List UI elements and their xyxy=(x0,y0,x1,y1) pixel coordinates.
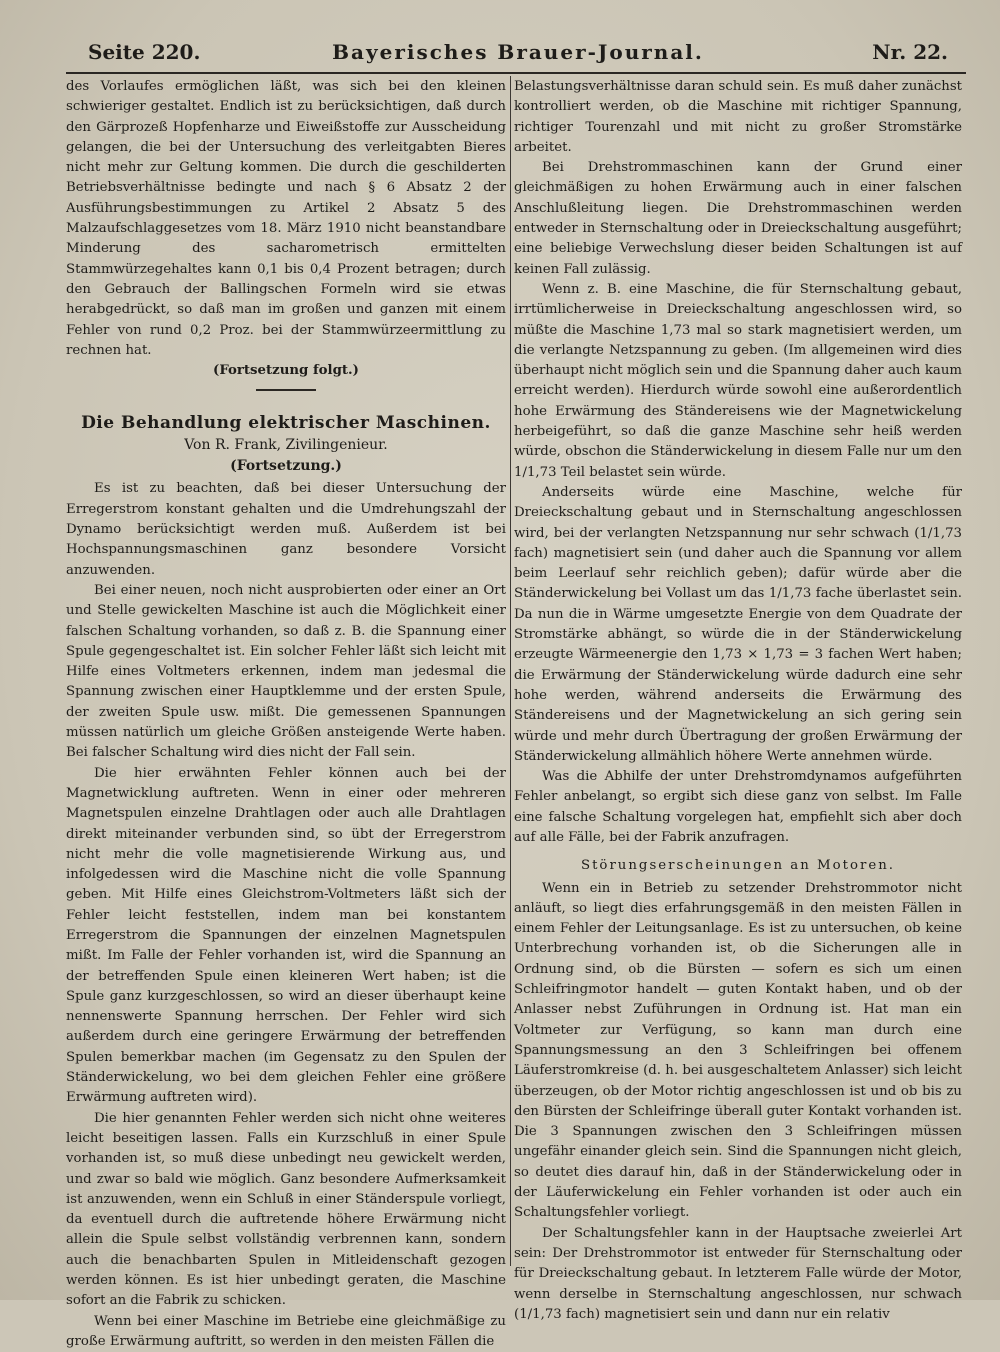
right-column xyxy=(514,77,962,1325)
article-author: Von R. Frank, Zivilingenieur. xyxy=(184,437,388,454)
paragraph: Der Schaltungsfehler kann in der Hauptsache zweierlei Art sein: Der Drehstrommotor ist entweder für Sternschaltung oder für Dreieckschaltung gebaut. In letzterem Falle würde der Motor, wenn derselbe in Sternschaltung angeschlossen, nur schwach (1/1,73 fach) magnetisiert sein und dann nur ein relativ xyxy=(514,1225,962,1322)
paragraph: Anderseits würde eine Maschine, welche für Dreieckschaltung gebaut und in Sternschaltung angeschlossen wird, bei der verlangten Netzspannung nur sehr schwach (1/1,73 fach) magnetisiert sein (und daher auch die Spannung vor allem beim Leerlauf sehr reichlich geben); dafür würde aber die Ständerwickelung bei Vollast um das 1/1,73 fache überlastet sein. Da nun die in Wärme umgesetzte Energie von dem Quadrate der Stromstärke abhängt, so würde die in der Ständerwickelung erzeugte Wärmeenergie den 1,73 × 1,73 = 3 fachen Wert haben; die Erwärmung der Ständerwickelung würde dadurch eine sehr hohe werden, während anderseits die Erwärmung des Ständereisens und der Magnetwickelung an sich gering sein würde und mehr durch Übertragung der großen Erwärmung der Ständerwickelung allmählich höhere Werte annehmen würde. xyxy=(514,484,962,764)
section-subheading: Störungserscheinungen an Motoren. xyxy=(580,858,896,874)
paragraph: Die hier erwähnten Fehler können auch bei der Magnetwicklung auftreten. Wenn in einer oder mehreren Magnetspulen einzelne Drahtlagen oder auch alle Drahtlagen direkt miteinander verbunden sind, so übt der Erregerstrom nicht mehr die volle magnetisierende Wirkung aus, und infolgedessen wird die Maschine nicht die volle Spannung geben. Mit Hilfe eines Gleichstrom-Voltmeters läßt sich der Fehler leicht feststellen, indem man bei konstantem Erregerstrom die Spannungen der einzelnen Magnetspulen mißt. Im Falle der Fehler vorhanden ist, wird die Spannung an der betreffenden Spule einen kleineren Wert haben; ist die Spule ganz kurzgeschlossen, so wird an dieser überhaupt keine nennenswerte Spannung herrschen. Der Fehler wird sich außerdem durch eine geringere Erwärmung der betreffenden Spulen bemerkbar machen (im Gegensatz zu den Spulen der Ständerwickelung, wo bei dem gleichen Fehler eine größere Erwärmung auftreten wird). xyxy=(66,765,506,1106)
journal-title: Bayerisches Brauer-Journal. xyxy=(332,40,704,64)
paragraph: Es ist zu beachten, daß bei dieser Untersuchung der Erregerstrom konstant gehalten und die Umdrehungszahl der Dynamo berücksichtigt werden muß. Außerdem ist bei Hochspannungsmaschinen ganz besondere Vorsicht anzuwenden. xyxy=(66,481,506,578)
continued-note: (Fortsetzung folgt.) xyxy=(213,363,359,379)
paragraph: des Vorlaufes ermöglichen läßt, was sich bei den kleinen schwieriger gestaltet. Endlich ist zu berücksichtigen, daß durch den Gärprozeß Hopfenharze und Eiweißstoffe zur Ausscheidung gelangen, die bei der Untersuchung des verleitgabten Bieres nicht mehr zur Geltung kommen. Die durch die geschilderten Betriebsverhältnisse bedingte und nach § 6 Absatz 2 der Ausführungsbestimmungen zu Artikel 2 Absatz 5 des Malzaufschlaggesetzes vom 18. März 1910 nicht beanstandbare Minderung des sacharometrisch ermittelten Stammwürzegehaltes kann 0,1 bis 0,4 Prozent betragen; durch den Gebrauch der Ballingschen Formeln wird sie etwas herabgedrückt, so daß man im großen und ganzen mit einem Fehler von rund 0,2 Proz. bei der Stammwürzeermittlung zu rechnen hat. xyxy=(66,79,506,358)
page-header xyxy=(88,40,948,72)
paragraph: Die hier genannten Fehler werden sich nicht ohne weiteres leicht beseitigen lassen. Falls ein Kurzschluß in einer Spule vorhanden ist, so muß diese unbedingt neu gewickelt werden, und zwar so bald wie möglich. Ganz besondere Aufmerksamkeit ist anzuwenden, wenn ein Schluß in einer Ständerspule vorliegt, da eventuell durch die auftretende höhere Erwärmung nicht allein die Spule selbst vollständig verbrennen kann, sondern auch die benachbarten Spulen in Mitleidenschaft gezogen werden können. Es ist hier unbedingt geraten, die Maschine sofort an die Fabrik zu schicken. xyxy=(66,1110,506,1309)
header-rule xyxy=(66,72,966,74)
paragraph: Bei Drehstrommaschinen kann der Grund einer gleichmäßigen zu hohen Erwärmung auch in einer falschen Anschlußleitung liegen. Die Drehstrommaschinen werden entweder in Sternschaltung oder in Dreieckschaltung ausgeführt; eine beliebige Verwechslung dieser beiden Schaltungen ist auf keinen Fall zulässig. xyxy=(514,160,962,277)
paragraph: Was die Abhilfe der unter Drehstromdynamos aufgeführten Fehler anbelangt, so ergibt sich diese ganz von selbst. Im Falle eine falsche Schaltung vorgelegen hat, empfiehlt sich aber doch auf alle Fälle, bei der Fabrik anzufragen. xyxy=(514,769,962,845)
paragraph: Bei einer neuen, noch nicht ausprobierten oder einer an Ort und Stelle gewickelten Maschine ist auch die Möglichkeit einer falschen Schaltung vorhanden, so daß z. B. die Spannung einer Spule gegengeschaltet ist. Ein solcher Fehler läßt sich leicht mit Hilfe eines Voltmeters erkennen, indem man jedesmal die Spannung zwischen einer Hauptklemme und der ersten Spule, der zweiten Spule usw. mißt. Die gemessenen Spannungen müssen natürlich um gleiche Größen ansteigende Werte haben. Bei falscher Schaltung wird dies nicht der Fall sein. xyxy=(66,582,506,761)
continuation-note: (Fortsetzung.) xyxy=(230,458,342,475)
paragraph: Wenn z. B. eine Maschine, die für Sternschaltung gebaut, irrtümlicherweise in Dreieckschaltung angeschlossen wird, so müßte die Maschine 1,73 mal so stark magnetisiert werden, um die verlangte Netzspannung zu geben. (Im allgemeinen wird dies überhaupt nicht möglich sein und die Spannung daher auch kaum erreicht werden). Hierdurch würde sowohl eine außerordentlich hohe Erwärmung des Ständereisens wie der Magnetwickelung herbeigeführt, so daß die ganze Maschine sehr heiß werden würde, obschon die Ständerwickelung in diesem Falle nur um den 1/1,73 Teil belastet sein würde. xyxy=(514,281,962,480)
section-divider xyxy=(256,389,316,391)
paragraph: Belastungsverhältnisse daran schuld sein. Es muß daher zunächst kontrolliert werden, ob die Maschine mit richtiger Spannung, richtiger Tourenzahl und mit nicht zu großer Stromstärke arbeitet. xyxy=(514,79,962,155)
paragraph: Wenn ein in Betrieb zu setzender Drehstrommotor nicht anläuft, so liegt dies erfahrungsgemäß in den meisten Fällen in einem Fehler der Leitungsanlage. Es ist zu untersuchen, ob keine Unterbrechung vorhanden ist, ob die Sicherungen alle in Ordnung sind, ob die Bürsten — sofern es sich um einen Schleifringmotor handelt — guten Kontakt haben, und ob der Anlasser nebst Zuführungen in Ordnung ist. Hat man ein Voltmeter zur Verfügung, so kann man durch eine Spannungsmessung an den 3 Schleifringen bei offenem Läuferstromkreise (d. h. bei ausgeschaltetem Anlasser) sich leicht überzeugen, ob der Motor richtig angeschlossen ist und ob bis zu den Bürsten der Schleifringe überall guter Kontakt vorhanden ist. Die 3 Spannungen zwischen den 3 Schleifringen müssen ungefähr einander gleich sein. Sind die Spannungen nicht gleich, so deutet dies darauf hin, daß in der Ständerwickelung oder in der Läuferwickelung ein Fehler vorhanden ist oder auch ein Schaltungsfehler vorliegt. xyxy=(514,880,962,1221)
left-column xyxy=(66,77,506,1352)
column-divider xyxy=(510,76,511,1266)
issue-number: Nr. 22. xyxy=(872,40,948,64)
paragraph: Wenn bei einer Maschine im Betriebe eine gleichmäßige zu große Erwärmung auftritt, so werden in den meisten Fällen die xyxy=(66,1313,506,1349)
article-headline: Die Behandlung elektrischer Maschinen. xyxy=(81,413,491,434)
page-number: Seite 220. xyxy=(88,40,201,64)
